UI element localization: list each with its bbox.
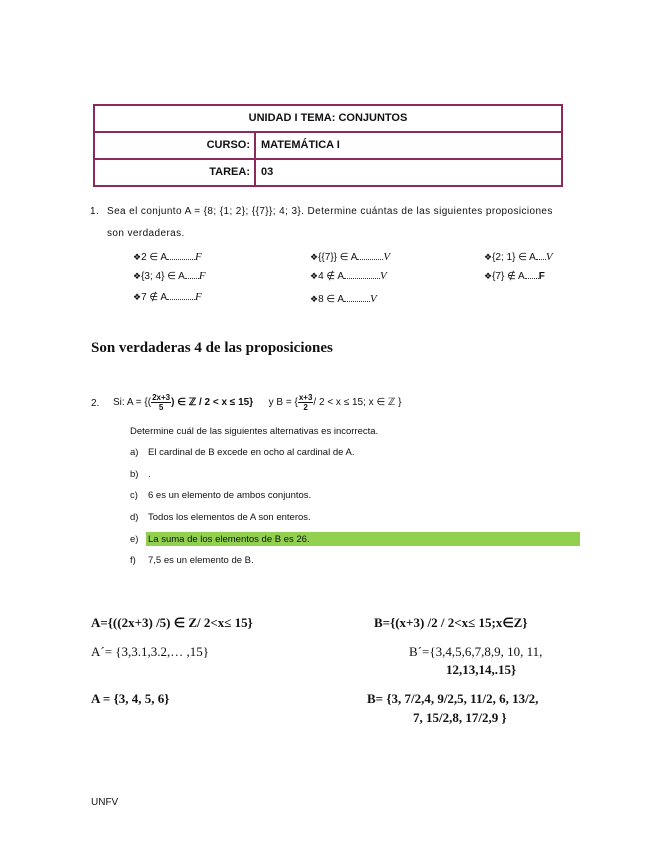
diamond-bullet-icon: ❖ [310, 252, 319, 262]
proposition-answer: V [380, 270, 387, 282]
q2-statement [113, 390, 402, 416]
proposition-text: {3; 4} ∈ A [141, 271, 185, 282]
proposition-text: {{7}} ∈ A [318, 252, 358, 263]
header-course-row [95, 131, 561, 158]
diamond-bullet-icon: ❖ [133, 271, 142, 281]
option-letter: a) [130, 447, 139, 458]
proposition-text: 8 ∈ A [318, 294, 345, 305]
proposition-8 [310, 292, 377, 305]
set-b-prime-line1: B´={3,4,5,6,7,8,9, 10, 11, [409, 644, 543, 659]
proposition-answer: F [198, 270, 206, 282]
fraction-b-denominator: 2 [303, 402, 308, 412]
option-b [130, 469, 151, 480]
option-letter: f) [130, 555, 136, 566]
option-text: El cardinal de B excede en ocho al cardinal de A. [148, 447, 355, 458]
set-a-result: A = {3, 4, 5, 6} [91, 691, 170, 706]
set-a-end: ) ∈ ℤ / 2 < x ≤ 15} [171, 397, 254, 408]
option-text: 6 es un elemento de ambos conjuntos. [148, 490, 312, 501]
option-text: Todos los elementos de A son enteros. [148, 512, 311, 523]
fraction-a-denominator: 5 [158, 402, 164, 412]
fraction-a-numerator: 2x+3 [152, 392, 171, 402]
proposition-text: 2 ∈ A [141, 252, 168, 263]
diamond-bullet-icon: ❖ [310, 271, 319, 281]
set-b-start: y B = { [268, 397, 298, 408]
fraction-b [298, 393, 314, 412]
option-c [130, 490, 311, 501]
set-b-prime-line2: 12,13,14,.15} [446, 662, 517, 677]
task-value: 03 [261, 166, 274, 178]
proposition-2 [310, 250, 390, 263]
q1-statement-line1: Sea el conjunto A = {8; {1; 2}; {{7}}; 4; 3}. Determine cuántas de las siguientes proposiciones [107, 206, 553, 217]
footer-text: UNFV [91, 797, 119, 808]
option-e [130, 534, 310, 545]
course-value: MATEMÁTICA I [261, 139, 340, 151]
proposition-4 [133, 269, 206, 282]
q2-instruction: Determine cuál de las siguientes alternativas es incorrecta. [130, 426, 379, 437]
fraction-b-numerator: x+3 [298, 392, 313, 402]
task-label: TAREA: [95, 160, 256, 185]
proposition-text: {2; 1} ∈ A [492, 252, 536, 263]
q2-number: 2. [91, 398, 100, 409]
option-text: La suma de los elementos de B es 26. [148, 534, 310, 545]
proposition-answer: V [370, 293, 377, 305]
proposition-3 [484, 250, 553, 263]
option-letter: d) [130, 512, 139, 523]
unit-title: UNIDAD I TEMA: CONJUNTOS [248, 112, 408, 124]
proposition-6 [484, 269, 545, 282]
set-b-end: / 2 < x ≤ 15; x ∈ ℤ } [313, 397, 402, 408]
option-letter: e) [130, 534, 139, 545]
header-task-row [95, 158, 561, 185]
proposition-answer: V [545, 251, 553, 263]
proposition-answer: V [383, 251, 391, 263]
fraction-a [151, 393, 171, 412]
proposition-answer: F [195, 251, 202, 263]
proposition-7 [133, 290, 202, 303]
proposition-text: 4 ∉ A [318, 271, 345, 282]
proposition-text: 7 ∉ A [141, 292, 168, 303]
proposition-5 [310, 269, 387, 282]
set-b-result-line2: 7, 15/2,8, 17/2,9 } [413, 710, 507, 725]
set-a-start: Si: A = {( [113, 397, 152, 408]
proposition-answer: F [538, 271, 545, 282]
diamond-bullet-icon: ❖ [484, 252, 493, 262]
header-table [93, 104, 563, 187]
diamond-bullet-icon: ❖ [133, 252, 142, 262]
option-f [130, 555, 254, 566]
q1-statement-line2: son verdaderas. [107, 228, 185, 239]
option-text: . [148, 469, 151, 480]
proposition-1 [133, 250, 202, 263]
q1-answer-heading: Son verdaderas 4 de las proposiciones [91, 340, 333, 356]
proposition-text: {7} ∉ A [492, 271, 525, 282]
q1-number: 1. [90, 206, 100, 217]
option-d [130, 512, 311, 523]
diamond-bullet-icon: ❖ [310, 294, 319, 304]
diamond-bullet-icon: ❖ [133, 292, 142, 302]
header-title-row [95, 106, 561, 131]
set-a-prime: A´= {3,3.1,3.2,… ,15} [91, 644, 210, 659]
diamond-bullet-icon: ❖ [484, 271, 493, 281]
course-label: CURSO: [95, 133, 256, 158]
option-text: 7,5 es un elemento de B. [148, 555, 254, 566]
proposition-answer: F [195, 291, 202, 303]
set-b-result-line1: B= {3, 7/2,4, 9/2,5, 11/2, 6, 13/2, [367, 691, 539, 706]
set-a-definition: A={((2x+3) /5) ∈ Z/ 2<x≤ 15} [91, 615, 253, 630]
set-b-definition: B={(x+3) /2 / 2<x≤ 15;x∈Z} [374, 615, 528, 630]
option-letter: c) [130, 490, 138, 501]
option-a [130, 447, 355, 458]
option-letter: b) [130, 469, 139, 480]
